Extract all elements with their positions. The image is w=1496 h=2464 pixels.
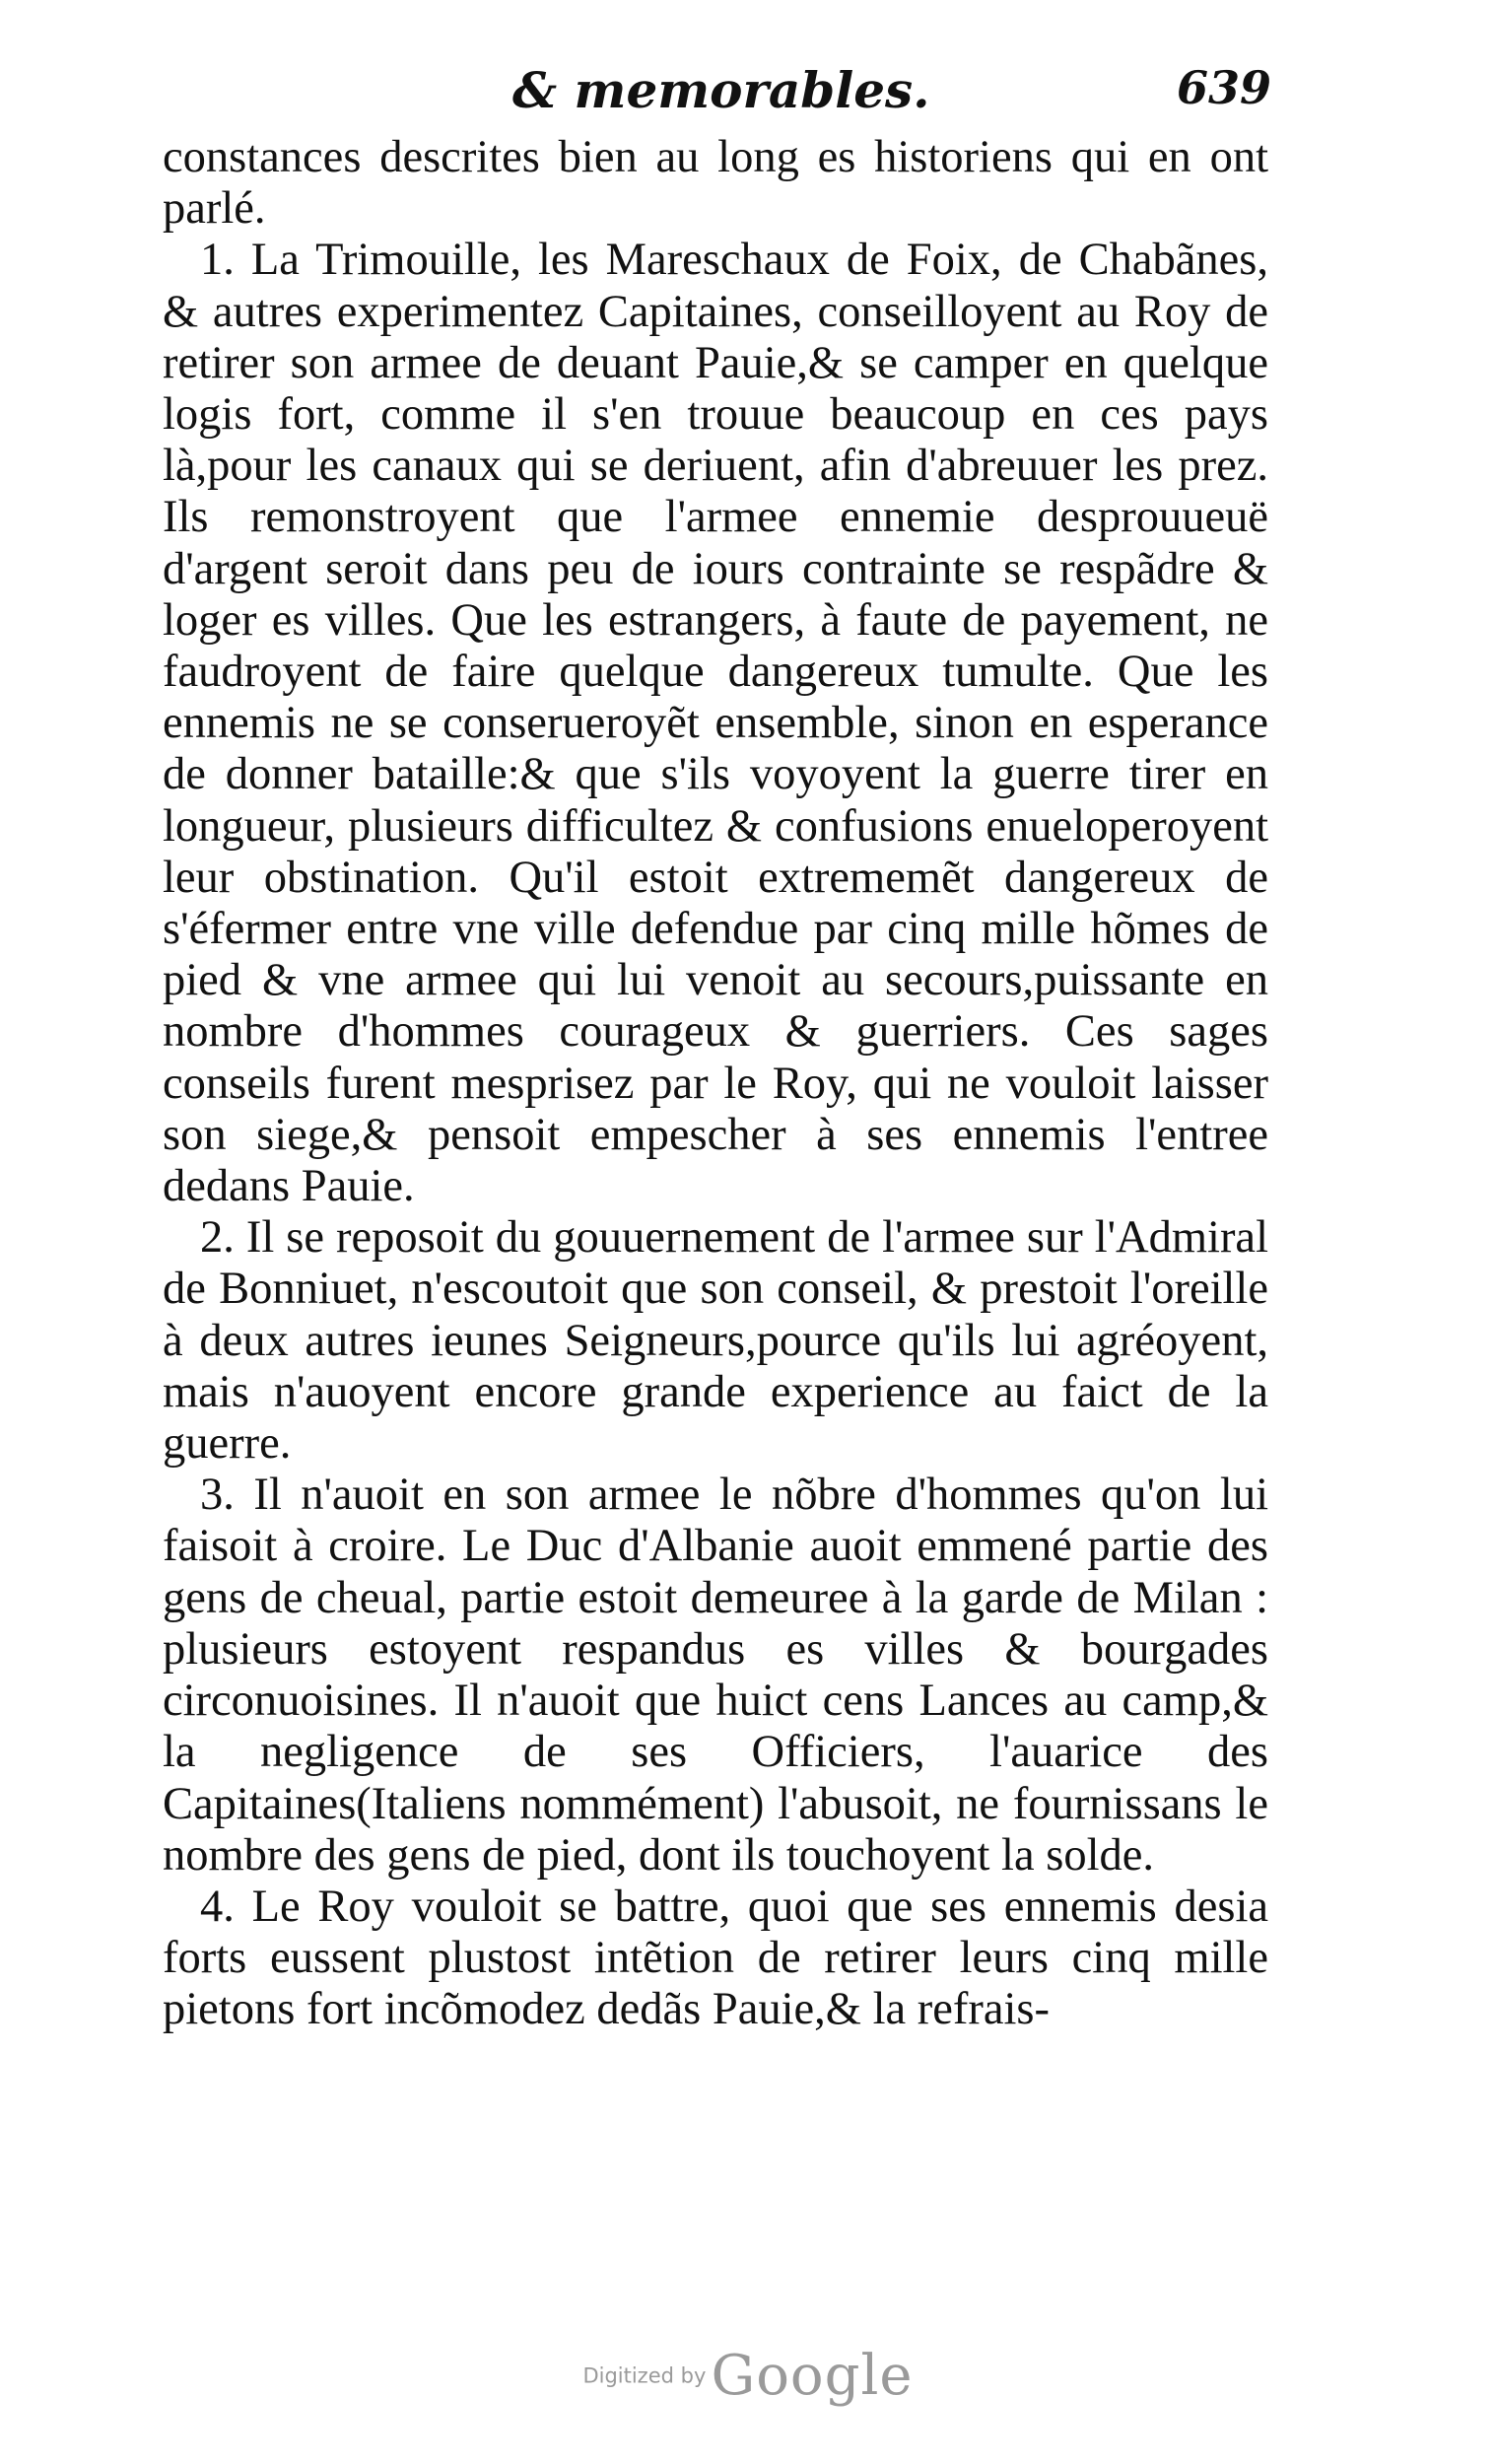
paragraph-2: 2. Il se reposoit du gouuernement de l'armee sur l'Admiral de Bonniuet, n'escoutoit que son conseil, & prestoit l'oreille à deux autres ieunes Seigneurs,pource qu'ils lui agréoyent, mais n'auoyent encore grande experience au faict de la guerre. bbox=[163, 1212, 1268, 1470]
digitized-by-label: Digitized by bbox=[582, 2363, 707, 2388]
page-number: 639 bbox=[1176, 61, 1271, 114]
google-logo: Google bbox=[711, 2344, 914, 2408]
running-title: & memorables. bbox=[512, 61, 930, 119]
digitization-watermark bbox=[0, 2344, 1496, 2408]
paragraph-intro: constances descrites bien au long es historiens qui en ont parlé. bbox=[163, 132, 1268, 235]
body-text bbox=[163, 132, 1268, 2036]
paragraph-4: 4. Le Roy vouloit se battre, quoi que ses ennemis desia forts eussent plustost intẽtion de retirer leurs cinq mille pietons fort incõmodez dedãs Pauie,& la refrais- bbox=[163, 1881, 1268, 2035]
paragraph-1: 1. La Trimouille, les Mareschaux de Foix, de Chabãnes, & autres experimentez Capitaines, conseilloyent au Roy de retirer son armee de deuant Pauie,& se camper en quelque logis fort, comme il s'en trouue beaucoup en ces pays là,pour les canaux qui se deriuent, afin d'abreuuer les prez. Ils remonstroyent que l'armee ennemie desprouueuë d'argent seroit dans peu de iours contrainte se respãdre & loger es villes. Que les estrangers, à faute de payement, ne faudroyent de faire quelque dangereux tumulte. Que les ennemis ne se conserueroyẽt ensemble, sinon en esperance de donner bataille:& que s'ils voyoyent la guerre tirer en longueur, plusieurs difficultez & confusions enueloperoyent leur obstination. Qu'il estoit extrememẽt dangereux de s'éfermer entre vne ville defendue par cinq mille hõmes de pied & vne armee qui lui venoit au secours,puissante en nombre d'hommes courageux & guerriers. Ces sages conseils furent mesprisez par le Roy, qui ne vouloit laisser son siege,& pensoit empescher à ses ennemis l'entree dedans Pauie. bbox=[163, 235, 1268, 1212]
paragraph-3: 3. Il n'auoit en son armee le nõbre d'hommes qu'on lui faisoit à croire. Le Duc d'Albanie auoit emmené partie des gens de cheual, partie estoit demeuree à la garde de Milan : plusieurs estoyent respandus es villes & bourgades circonuoisines. Il n'auoit que huict cens Lances au camp,& la negligence de ses Officiers, l'auarice des Capitaines(Italiens nommément) l'abusoit, ne fournissans le nombre des gens de pied, dont ils touchoyent la solde. bbox=[163, 1470, 1268, 1881]
page-header bbox=[158, 61, 1271, 130]
